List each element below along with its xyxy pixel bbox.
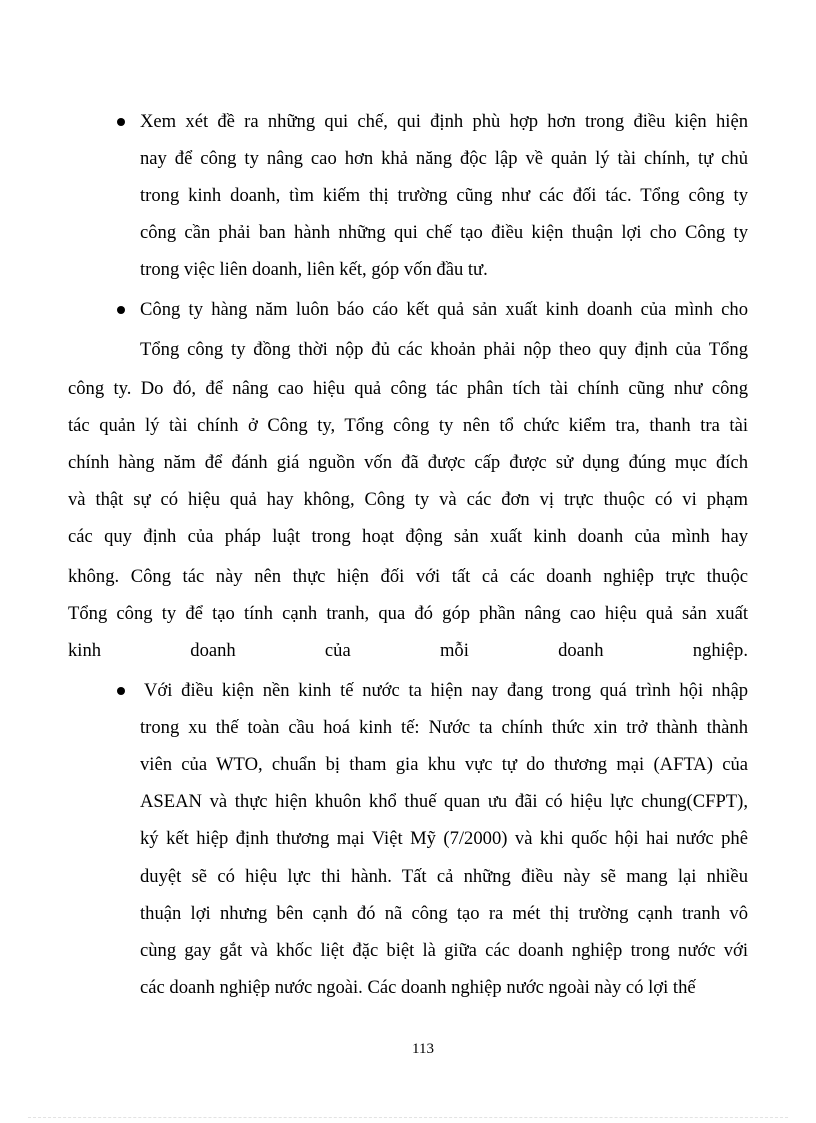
- text-line: ASEAN và thực hiện khuôn khổ thuế quan ưu đãi có hiệu lực chung(CFPT),: [140, 791, 748, 812]
- text-line: công cần phải ban hành những qui chế tạo điều kiện thuận lợi cho Công ty: [140, 222, 748, 243]
- text-line: các quy định của pháp luật trong hoạt động sản xuất kinh doanh của mình hay: [68, 526, 748, 547]
- text-line: kinh doanh của mỗi doanh nghiệp.: [68, 640, 748, 661]
- bullet-icon: [117, 306, 125, 314]
- text-line: cùng gay gắt và khốc liệt đặc biệt là giữa các doanh nghiệp trong nước với: [140, 940, 748, 961]
- text-line: thuận lợi nhưng bên cạnh đó nã công tạo ra mét thị trường cạnh tranh vô: [140, 903, 748, 924]
- text-line: Với điều kiện nền kinh tế nước ta hiện nay đang trong quá trình hội nhập: [144, 680, 748, 701]
- text-line: Tổng công ty để tạo tính cạnh tranh, qua đó góp phần nâng cao hiệu quả sản xuất: [68, 603, 748, 624]
- text-line: chính hàng năm để đánh giá nguồn vốn đã được cấp được sử dụng đúng mục đích: [68, 452, 748, 473]
- text-line: công ty. Do đó, để nâng cao hiệu quả công tác phân tích tài chính cũng như công: [68, 378, 748, 399]
- text-line: ký kết hiệp định thương mại Việt Mỹ (7/2000) và khi quốc hội hai nước phê: [140, 828, 748, 849]
- text-line: Xem xét đề ra những qui chế, qui định phù hợp hơn trong điều kiện hiện: [140, 111, 748, 132]
- page-bottom-divider: [28, 1117, 788, 1118]
- text-line: tác quản lý tài chính ở Công ty, Tổng công ty nên tổ chức kiểm tra, thanh tra tài: [68, 415, 748, 436]
- text-line: Công ty hàng năm luôn báo cáo kết quả sản xuất kinh doanh của mình cho: [140, 299, 748, 320]
- text-line: viên của WTO, chuẩn bị tham gia khu vực tự do thương mại (AFTA) của: [140, 754, 748, 775]
- text-line: nay để công ty nâng cao hơn khả năng độc lập về quản lý tài chính, tự chủ: [140, 148, 748, 169]
- text-line: Tổng công ty đồng thời nộp đủ các khoản phải nộp theo quy định của Tổng: [140, 339, 748, 360]
- text-line: trong kinh doanh, tìm kiếm thị trường cũng như các đối tác. Tổng công ty: [140, 185, 748, 206]
- bullet-icon: [117, 118, 125, 126]
- text-line: không. Công tác này nên thực hiện đối với tất cả các doanh nghiệp trực thuộc: [68, 566, 748, 587]
- text-line: duyệt sẽ có hiệu lực thi hành. Tất cả những điều này sẽ mang lại nhiều: [140, 866, 748, 887]
- page-number: 113: [412, 1041, 434, 1057]
- bullet-icon: [117, 687, 125, 695]
- text-line: và thật sự có hiệu quả hay không, Công ty và các đơn vị trực thuộc có vi phạm: [68, 489, 748, 510]
- text-line: các doanh nghiệp nước ngoài. Các doanh nghiệp nước ngoài này có lợi thế: [140, 977, 696, 998]
- text-line: trong việc liên doanh, liên kết, góp vốn đầu tư.: [140, 259, 488, 280]
- text-line: trong xu thế toàn cầu hoá kinh tế: Nước ta chính thức xin trở thành thành: [140, 717, 748, 738]
